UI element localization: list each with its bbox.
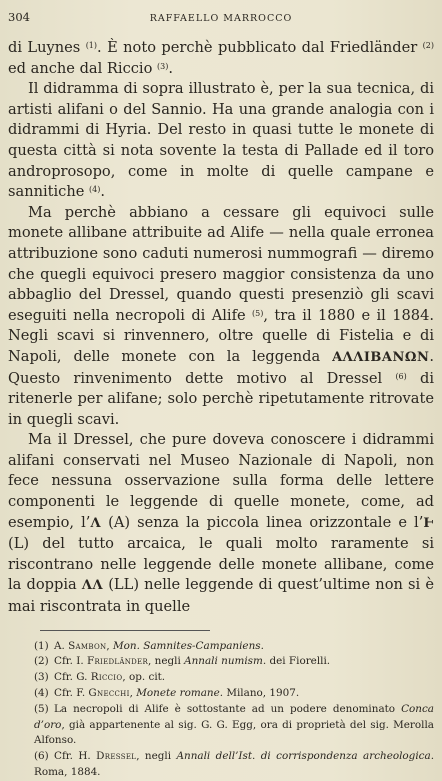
footnote (8, 639, 434, 655)
text-run: Cfr. H. (54, 750, 97, 763)
paragraph (8, 203, 434, 431)
body-text (8, 38, 434, 618)
paragraph (8, 79, 434, 203)
italic-title: Annali dell’Ist. di corrispondenza archeologica (176, 750, 431, 763)
text-run: , già appartenente al sig. G. G. Egg, ora di proprietà del sig. Merolla Alfonso. (34, 718, 434, 747)
text-run: Cfr. I. (54, 655, 87, 668)
greek-legend: Λ (90, 515, 102, 531)
footnote-number: (3) (34, 671, 49, 684)
footnote-ref: (4) (89, 185, 101, 195)
text-run: A. (54, 639, 69, 652)
author-name: Sambon (68, 639, 107, 652)
text-run: ed anche dal Riccio (8, 59, 158, 77)
footnote-rule (40, 630, 210, 631)
text-run: . (168, 59, 173, 77)
footnotes (8, 630, 434, 781)
text-run: . Roma, 1884. (34, 750, 434, 778)
footnote (8, 702, 434, 749)
text-run: Il didramma di sopra illustrato è, per la sua tecnica, di artisti alifani o del Sannio. Ha una grande analogia con i didrammi di Hyria. Del resto in quasi tutte le monete di questa città si nota sovente la testa di Pallade ed il toro androprosopo, come in molte di quelle campane e sannitiche (8, 80, 434, 201)
paragraph (8, 38, 434, 79)
text-run: , op. cit. (122, 671, 166, 684)
footnote (8, 686, 434, 702)
italic-title: Annali numism. (184, 655, 267, 668)
footnote-list (8, 639, 434, 781)
page-number: 304 (8, 10, 30, 24)
text-run: . Milano, 1907. (219, 687, 300, 700)
author-name: Dressel (96, 750, 137, 763)
footnote-number: (4) (34, 687, 49, 700)
text-run: Ma il Dressel, che pure doveva conoscere i didrammi alifani conservati nel Museo Nazionale di Napoli, non fece nessuna osservazione sulla forma delle lettere componenti le leggende di quelle monete, come, ad esempio, l’ (8, 431, 434, 531)
text-run: (LL) nelle leggende di quest’ultime non si è mai riscontrata in quelle (8, 576, 434, 616)
text-run: di ritenerle per alifane; solo perchè ripetutamente ritrovate in quegli scavi. (8, 369, 435, 428)
greek-legend: ΑΛΛΙΒΑΝΩΝ (332, 349, 430, 365)
footnote (8, 654, 434, 670)
footnote-ref: (6) (395, 371, 407, 381)
text-run: di Luynes (8, 39, 86, 56)
text-run: . (260, 639, 264, 652)
text-run: , tra il 1880 e il 1884. Negli scavi si rinvennero, oltre quelle di Fistelia e di Napoli, delle monete con la leggenda (8, 306, 434, 365)
footnote-ref: (5) (252, 308, 264, 318)
text-run: Cfr. F. (54, 687, 89, 700)
author-name: Riccio (90, 671, 123, 684)
author-name: Gnecchi (88, 687, 130, 700)
text-run: , negli (148, 655, 185, 668)
footnote-number: (5) (34, 702, 49, 715)
running-head: RAFFAELLO MARROCCO (149, 13, 293, 24)
author-name: Friedländer (86, 655, 149, 668)
text-run: . È noto perchè pubblicato dal Friedländer (97, 39, 423, 56)
italic-title: Monete romane (136, 687, 220, 700)
text-run: , negli (136, 750, 177, 763)
footnote (8, 749, 434, 781)
page-header (8, 10, 434, 32)
text-run: , (106, 639, 114, 652)
footnote (8, 670, 434, 686)
text-run: Ma perchè abbiano a cessare gli equivoci sulle monete allibane attribuite ad Alife — nella quale erronea attribuzione sono caduti numerosi nummografi — diremo che quegli equivoci presero maggior consistenza da uno abbaglio del Dressel, quando questi presenziò gli scavi eseguiti nella necropoli di Alife (8, 203, 434, 324)
text-run: (A) senza la piccola linea orizzontale e l’ (101, 513, 424, 531)
greek-legend: Ͱ (423, 515, 434, 531)
text-run: . Questo rinvenimento dette motivo al Dressel (8, 347, 434, 387)
italic-title: Conca d’oro (34, 702, 434, 731)
greek-legend: ΛΛ (81, 578, 104, 594)
text-run: , (129, 687, 137, 700)
text-run: La necropoli di Alife è sottostante ad un podere denominato (54, 702, 402, 715)
text-run: (L) del tutto arcaica, le quali molto raramente si riscontrano nelle leggende delle monete allibane, come la doppia (8, 535, 434, 594)
footnote-ref: (1) (85, 41, 98, 50)
footnote-ref: (2) (422, 41, 434, 50)
italic-title: Mon. Samnites-Campaniens (113, 639, 261, 652)
footnote-number: (1) (34, 639, 49, 652)
footnote-number: (2) (34, 655, 49, 668)
paragraph (8, 430, 434, 617)
text-run: dei Fiorelli. (266, 655, 331, 668)
text-run: . (100, 183, 106, 201)
footnote-number: (6) (34, 750, 49, 763)
text-run: Cfr. G. (54, 671, 91, 684)
footnote-ref: (3) (157, 61, 169, 71)
